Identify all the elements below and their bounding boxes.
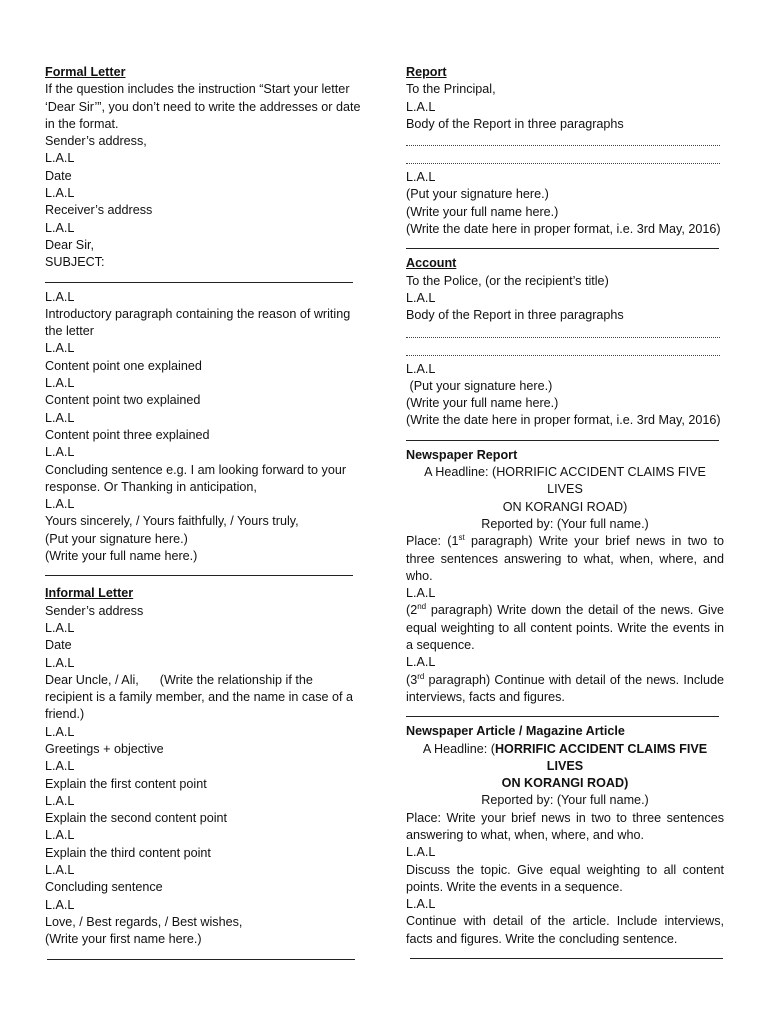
right-column <box>406 64 724 965</box>
newspaper-article-paragraph-1: Place: Write your brief news in two to three sentences answering to what, when, where, and who. <box>406 810 724 842</box>
text-line: Body of the Report in three paragraphs <box>406 116 624 131</box>
text-line: L.A.L <box>406 170 436 185</box>
newspaper-report-reported-by: Reported by: (Your full name.) <box>481 516 649 531</box>
text-line: To the Principal, <box>406 82 496 97</box>
account-heading: Account <box>406 256 457 271</box>
text-line: L.A.L <box>45 724 75 739</box>
text-line: L.A.L <box>45 341 75 356</box>
divider <box>45 272 353 283</box>
text-line: Explain the second content point <box>45 811 228 826</box>
newspaper-article-headline-2: ON KORANGI ROAD) <box>501 776 629 791</box>
lal: L.A.L <box>406 845 436 860</box>
text-line: Greetings + objective <box>45 741 164 756</box>
text-line: Body of the Report in three paragraphs <box>406 308 624 323</box>
divider <box>410 948 723 959</box>
text-line: L.A.L <box>45 186 75 201</box>
report-date-line: (Write the date here in proper format, i.e. 3rd May, 2016) <box>406 222 721 237</box>
newspaper-report-heading: Newspaper Report <box>406 447 518 462</box>
divider <box>406 706 719 717</box>
lal: L.A.L <box>406 897 436 912</box>
informal-letter-lines-a <box>45 603 363 672</box>
text-line: L.A.L <box>45 759 75 774</box>
newspaper-article-paragraph-2: Discuss the topic. Give equal weighting to all content points. Write the events in a sequence. <box>406 862 724 894</box>
account-lines-a <box>406 273 724 325</box>
formal-letter-lines-b <box>45 289 363 306</box>
report-lines-b <box>406 169 724 221</box>
text-line: L.A.L <box>45 410 75 425</box>
report-heading: Report <box>406 65 447 79</box>
text-line: Content point one explained <box>45 358 202 373</box>
text-line: Content point three explained <box>45 427 210 442</box>
lal: L.A.L <box>406 586 436 601</box>
text-line: L.A.L <box>45 828 75 843</box>
text-line: L.A.L <box>45 151 75 166</box>
text-line: (Put your signature here.) <box>406 378 553 393</box>
dotted-line <box>406 133 720 146</box>
text-line: Concluding sentence <box>45 880 163 895</box>
text-line: Date <box>45 638 72 653</box>
formal-letter-heading: Formal Letter <box>45 65 126 79</box>
text-line: (Put your signature here.) <box>45 531 188 546</box>
newspaper-article-paragraph-3: Continue with detail of the article. Include interviews, facts and figures. Write the concluding sentence. <box>406 914 724 946</box>
formal-letter-intro: If the question includes the instruction “Start your letter ‘Dear Sir’”, you don’t need to write the addresses or date in the format. <box>45 82 361 131</box>
informal-letter-heading: Informal Letter <box>45 586 134 601</box>
newspaper-article-headline-1: A Headline: (HORRIFIC ACCIDENT CLAIMS FIVE LIVES <box>422 741 708 773</box>
text-line: Date <box>45 168 72 183</box>
text-line: Explain the third content point <box>45 845 211 860</box>
text-line: (Write your full name here.) <box>406 396 559 411</box>
account-date-line: (Write the date here in proper format, i.e. 3rd May, 2016) <box>406 413 721 428</box>
text-line: Dear Sir, <box>45 237 94 252</box>
text-line: L.A.L <box>45 620 75 635</box>
newspaper-report-headline-2: ON KORANGI ROAD) <box>502 499 628 514</box>
formal-letter-lines-d <box>45 496 363 565</box>
text-line: Sender’s address, <box>45 134 147 149</box>
informal-letter-lines-b <box>45 724 363 949</box>
informal-letter-dear: Dear Uncle, / Ali, (Write the relationship if the recipient is a family member, and the name in case of a friend.) <box>45 672 357 722</box>
text-line: L.A.L <box>45 863 75 878</box>
text-line: To the Police, (or the recipient’s title) <box>406 273 609 288</box>
text-line: L.A.L <box>45 289 75 304</box>
text-line: Yours sincerely, / Yours faithfully, / Yours truly, <box>45 514 299 529</box>
dotted-line <box>406 151 720 164</box>
text-line: L.A.L <box>406 99 436 114</box>
newspaper-report-paragraph-3: (3rd paragraph) Continue with detail of the news. Include interviews, facts and figures. <box>406 671 724 704</box>
formal-letter-intro-paragraph: Introductory paragraph containing the reason of writing the letter <box>45 306 351 339</box>
text-line: (Write your full name here.) <box>406 204 559 219</box>
text-line: L.A.L <box>45 445 75 460</box>
divider <box>45 565 353 576</box>
newspaper-report-headline-1: A Headline: (HORRIFIC ACCIDENT CLAIMS FIVE LIVES <box>424 465 706 497</box>
text-line: (Write your full name here.) <box>45 549 198 564</box>
text-line: L.A.L <box>45 897 75 912</box>
text-line: Explain the first content point <box>45 776 207 791</box>
divider <box>406 430 719 441</box>
text-line: L.A.L <box>45 220 75 235</box>
text-line: Sender’s address <box>45 603 144 618</box>
text-line: Receiver’s address <box>45 203 153 218</box>
text-line: (Write your first name here.) <box>45 932 202 947</box>
text-line: L.A.L <box>45 793 75 808</box>
newspaper-report-paragraph-1: Place: (1st paragraph) Write your brief news in two to three sentences answering to what, when, where, and who. <box>406 533 724 583</box>
text-line: L.A.L <box>406 361 436 376</box>
text-line: L.A.L <box>45 497 75 512</box>
text-line: L.A.L <box>406 290 436 305</box>
dotted-line <box>406 325 720 338</box>
text-line: L.A.L <box>45 376 75 391</box>
report-lines-a <box>406 81 724 133</box>
divider <box>47 949 355 960</box>
text-line: L.A.L <box>45 655 75 670</box>
formal-letter-concluding: Concluding sentence e.g. I am looking forward to your response. Or Thanking in anticipation, <box>45 462 347 494</box>
divider <box>406 238 719 249</box>
formal-letter-lines-c <box>45 340 363 461</box>
text-line: Love, / Best regards, / Best wishes, <box>45 914 243 929</box>
text-line: Content point two explained <box>45 393 201 408</box>
text-line: SUBJECT: <box>45 255 105 270</box>
account-lines-b <box>406 361 724 413</box>
dotted-line <box>406 343 720 356</box>
newspaper-report-paragraph-2: (2nd paragraph) Write down the detail of the news. Give equal weighting to all content points. Write the events in a sequence. <box>406 602 724 653</box>
text-line: (Put your signature here.) <box>406 187 549 202</box>
newspaper-article-reported-by: Reported by: (Your full name.) <box>481 793 649 808</box>
formal-letter-lines-a <box>45 133 363 271</box>
left-column <box>45 64 363 966</box>
lal: L.A.L <box>406 655 436 670</box>
newspaper-article-heading: Newspaper Article / Magazine Article <box>406 724 625 739</box>
